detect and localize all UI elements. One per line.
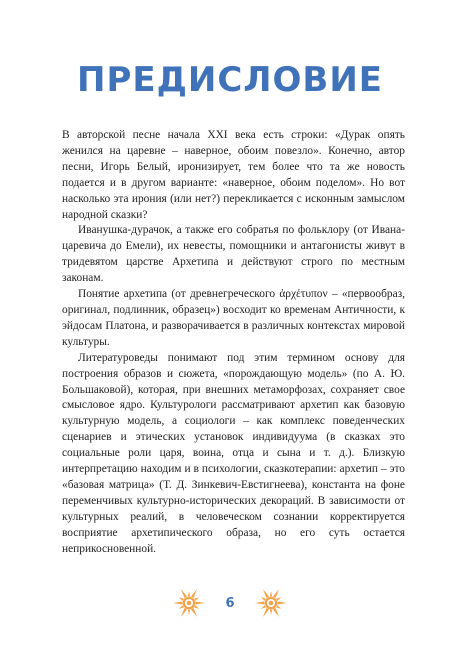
paragraph: Понятие архетипа (от древнегреческого ἀρχέτυπον – «первообраз, оригинал, подлинник, образец») восходит ко временам Античности, к эйдосам Платона, и разворачивается в различных контекстах мировой культуры. (62, 288, 405, 348)
sun-ornament-icon (253, 585, 289, 621)
page-number: 6 (225, 595, 235, 611)
page-footer (0, 583, 460, 623)
sun-ray (179, 605, 184, 609)
sun-ray (261, 597, 266, 601)
sun-ray (188, 610, 190, 615)
sun-ornament-icon (171, 585, 207, 621)
sun-ray (255, 602, 265, 605)
sun-ray (191, 589, 197, 598)
sun-ray (179, 597, 184, 601)
sun-ray (181, 608, 187, 617)
sun-ray (263, 608, 269, 617)
paragraph: В авторской песне начала XXI века есть строки: «Дурак опять женился на царевне – наверное, обоим повезло». Конечно, автор песни, Игорь Белый, иронизирует, тем более что та же новость подается и в другом варианте: «наверное, обоим поделом». Но вот насколько эта ирония (или нет?) перекликается с исконным замыслом народной сказки? (62, 129, 405, 221)
sun-ray (270, 591, 272, 596)
paragraph: Иванушка-дурачок, а также его собратья по фольклору (от Ивана-царевича до Емели), их невесты, помощники и антагонисты живут в тридевятом царстве Архетипа и действуют строго по местным законам. (62, 224, 405, 285)
sun-ray (261, 605, 266, 609)
sun-ray (173, 602, 183, 605)
sun-ray (276, 605, 281, 609)
sun-ray (194, 597, 199, 601)
body-text (62, 128, 405, 557)
sun-ray (263, 589, 269, 598)
sun-ray (273, 608, 279, 617)
sun-ray (278, 602, 288, 605)
sun-ray (188, 591, 190, 596)
paragraph: Литературоведы понимают под этим термином основу для построения образов и сюжета, «порождающую модель» (по А. Ю. Большаковой), которая, при внешних метаморфозах, сохраняет свое смысловое ядро. Культурологи рассматривают архетип как базовую культурную модель, а социологи – как комплекс поведенческих сценариев и этических установок индивидуума (в сказках это социальные роли царя, воина, отца и сына и т. д.). Близкую интерпретацию находим и в психологии, сказкотерапии: архетип – это «базовая матрица» (Т. Д. Зинкевич-Евстигнеева), константа на фоне переменчивых культурно-исторических декораций. В зависимости от культурных реалий, в человеческом сознании корректируется восприятие архетипического образа, но его суть остается неприкосновенной. (62, 351, 405, 555)
sun-ray (273, 589, 279, 598)
sun-ray (270, 610, 272, 615)
sun-ray (196, 602, 206, 605)
sun-ray (276, 597, 281, 601)
sun-ray (191, 608, 197, 617)
sun-ray (194, 605, 199, 609)
sun-ray (181, 589, 187, 598)
page-title: ПРЕДИСЛОВИЕ (76, 60, 384, 100)
